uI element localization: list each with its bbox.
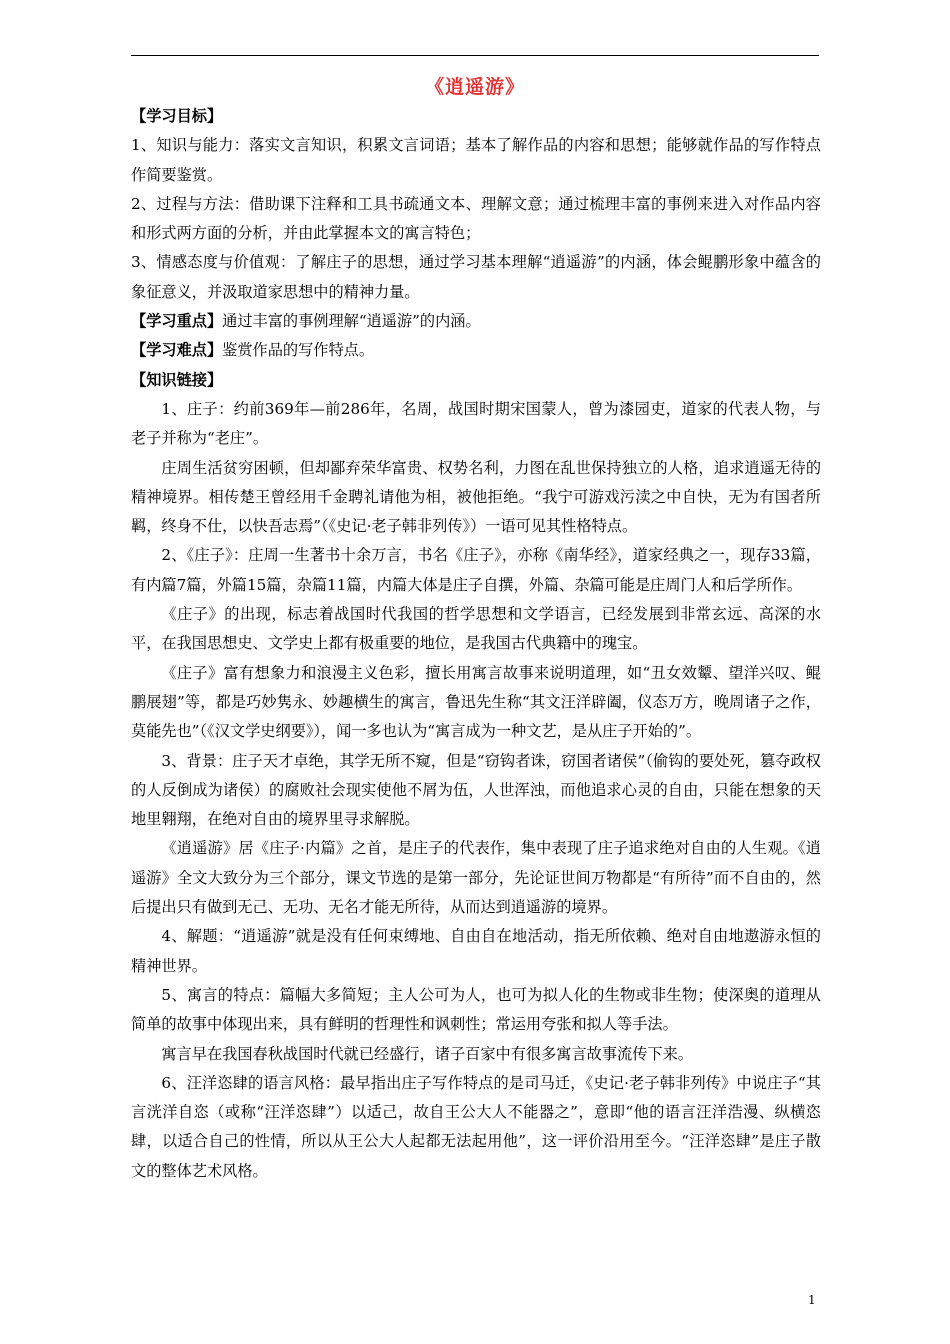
links-paragraph: 《逍遥游》居《庄子·内篇》之首，是庄子的代表作，集中表现了庄子追求绝对自由的人生观。《逍遥游》全文大致分为三个部分，课文节选的是第一部分，先论证世间万物都是“有所待”而不自由的，然后提出只有做到无己、无功、无名才能无所待，从而达到逍遥游的境界。 [131, 839, 821, 917]
key-point-text: 通过丰富的事例理解“逍遥游”的内涵。 [222, 312, 481, 331]
links-paragraph: 庄周生活贫穷困顿，但却鄙弃荣华富贵、权势名利，力图在乱世保持独立的人格，追求逍遥无待的精神境界。相传楚王曾经用千金聘礼请他为相，被他拒绝。“我宁可游戏污渎之中自快，无为有国者所羁，终身不仕，以快吾志焉”（《史记·老子韩非列传》）一语可见其性格特点。 [131, 458, 821, 536]
links-paragraph: 4、解题：“逍遥游”就是没有任何束缚地、自由自在地活动，指无所依赖、绝对自由地遨游永恒的精神世界。 [131, 927, 821, 975]
links-heading: 【知识链接】 [131, 370, 223, 389]
objective-item: 1、知识与能力：落实文言知识，积累文言词语；基本了解作品的内容和思想；能够就作品的写作特点作简要鉴赏。 [131, 136, 821, 184]
links-paragraph: 6、汪洋恣肆的语言风格：最早指出庄子写作特点的是司马迁，《史记·老子韩非列传》中说庄子“其言洸洋自恣（或称“汪洋恣肆”）以适己，故自王公大人不能器之”，意即“他的语言汪洋浩漫、纵横恣肆，以适合自己的性情，所以从王公大人起都无法起用他”，这一评价沿用至今。“汪洋恣肆”是庄子散文的整体艺术风格。 [131, 1073, 821, 1180]
links-paragraph: 2、《庄子》：庄周一生著书十余万言，书名《庄子》，亦称《南华经》，道家经典之一，现存33篇，有内篇7篇，外篇15篇，杂篇11篇，内篇大体是庄子自撰，外篇、杂篇可能是庄周门人和后学所作。 [131, 546, 821, 594]
objectives-heading: 【学习目标】 [131, 107, 223, 125]
header-rule [131, 55, 819, 56]
difficulty-label: 【学习难点】 [131, 341, 223, 360]
objective-item: 3、情感态度与价值观：了解庄子的思想，通过学习基本理解“逍遥游”的内涵，体会鲲鹏形象中蕴含的象征意义，并汲取道家思想中的精神力量。 [131, 253, 821, 301]
links-paragraph: 3、背景：庄子天才卓绝，其学无所不窥，但是“窃钩者诛，窃国者诸侯”（偷钩的要处死，篡夺政权的人反倒成为诸侯）的腐败社会现实使他不屑为伍，人世浑浊，而他追求心灵的自由，只能在想象的天地里翱翔，在绝对自由的境界里寻求解脱。 [131, 751, 821, 829]
page-title: 《逍遥游》 [424, 76, 525, 98]
page-number: 1 [808, 1293, 816, 1307]
links-paragraph: 1、庄子：约前369年—前286年，名周，战国时期宋国蒙人，曾为漆园吏，道家的代表人物，与老子并称为“老庄”。 [131, 399, 821, 448]
key-point-label: 【学习重点】 [131, 312, 223, 331]
difficulty-line [131, 336, 821, 365]
key-point-line [131, 307, 821, 336]
document-body [131, 102, 821, 1186]
links-paragraph: 5、寓言的特点：篇幅大多简短；主人公可为人，也可为拟人化的生物或非生物；使深奥的道理从简单的故事中体现出来，具有鲜明的哲理性和讽刺性；常运用夸张和拟人等手法。 [131, 985, 821, 1034]
difficulty-text: 鉴赏作品的写作特点。 [222, 341, 374, 360]
links-paragraph: 寓言早在我国春秋战国时代就已经盛行，诸子百家中有很多寓言故事流传下来。 [161, 1044, 693, 1063]
links-paragraph: 《庄子》富有想象力和浪漫主义色彩，擅长用寓言故事来说明道理，如“丑女效颦、望洋兴叹、鲲鹏展翅”等，都是巧妙隽永、妙趣横生的寓言，鲁迅先生称“其文汪洋辟阖，仪态万方，晚周诸子之作，莫能先也”（《汉文学史纲要》），闻一多也认为“寓言成为一种文艺，是从庄子开始的”。 [131, 663, 821, 741]
objective-item: 2、过程与方法：借助课下注释和工具书疏通文本、理解文意；通过梳理丰富的事例来进入对作品内容和形式两方面的分析，并由此掌握本文的寓言特色； [131, 194, 821, 243]
links-paragraph: 《庄子》的出现，标志着战国时代我国的哲学思想和文学语言，已经发展到非常玄远、高深的水平，在我国思想史、文学史上都有极重要的地位，是我国古代典籍中的瑰宝。 [131, 605, 821, 653]
